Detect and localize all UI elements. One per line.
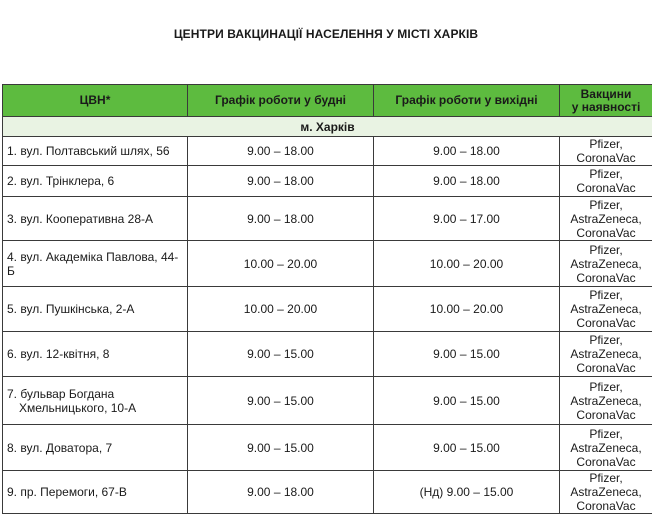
cell-address (3, 287, 188, 332)
vaccine-name: AstraZeneca, (570, 256, 642, 271)
cell-weekday-hours: 9.00 – 15.00 (188, 425, 374, 471)
cell-address (3, 166, 188, 197)
cell-weekday-hours: 10.00 – 20.00 (188, 287, 374, 332)
cell-vaccines (560, 332, 652, 377)
vaccine-name: Pfizer, (589, 242, 623, 257)
vaccine-name: Pfizer, (589, 167, 623, 181)
vaccine-name: CoronaVac (576, 316, 636, 330)
table-row (3, 332, 652, 377)
address-line: 2. вул. Трінклера, 6 (7, 174, 115, 188)
cell-weekday-hours: 9.00 – 15.00 (188, 332, 374, 377)
header-vaccines-line2: у наявності (571, 99, 641, 114)
cell-address (3, 425, 188, 471)
cell-vaccines (560, 137, 652, 166)
vaccine-name: Pfizer, (589, 197, 623, 212)
cell-address (3, 137, 188, 166)
vaccination-centers-table (2, 84, 652, 514)
vaccine-name: Pfizer, (589, 426, 623, 441)
vaccine-name: AstraZeneca, (570, 440, 642, 455)
cell-weekend-hours: 10.00 – 20.00 (374, 287, 560, 332)
table-row (3, 166, 652, 197)
address-line: 9. пр. Перемоги, 67-В (7, 485, 127, 499)
address-line: 5. вул. Пушкінська, 2-А (7, 302, 135, 316)
vaccine-name: Pfizer, (589, 288, 623, 302)
header-vaccines-line1: Вакцини (580, 86, 632, 101)
cell-vaccines (560, 471, 652, 514)
vaccine-name: CoronaVac (576, 151, 636, 165)
cell-weekend-hours: 9.00 – 15.00 (374, 377, 560, 425)
cell-address (3, 332, 188, 377)
vaccine-name: CoronaVac (576, 499, 636, 513)
city-label: м. Харків (3, 117, 652, 137)
cell-address (3, 471, 188, 514)
vaccine-name: CoronaVac (576, 407, 636, 422)
cell-weekday-hours: 9.00 – 18.00 (188, 197, 374, 241)
vaccine-name: CoronaVac (576, 454, 636, 469)
vaccine-name: Pfizer, (589, 137, 623, 151)
table-header-row (3, 85, 652, 117)
address-line: 1. вул. Полтавський шлях, 56 (7, 144, 170, 158)
cell-vaccines (560, 241, 652, 287)
cell-weekday-hours: 9.00 – 18.00 (188, 166, 374, 197)
cell-weekend-hours: (Нд) 9.00 – 15.00 (374, 471, 560, 514)
cell-address (3, 377, 188, 425)
table-row (3, 197, 652, 241)
cell-weekday-hours: 9.00 – 18.00 (188, 471, 374, 514)
table-row (3, 471, 652, 514)
cell-vaccines (560, 425, 652, 471)
header-vaccines (560, 85, 652, 117)
header-weekday: Графік роботи у будні (188, 85, 374, 117)
cell-weekend-hours: 9.00 – 18.00 (374, 137, 560, 166)
cell-weekend-hours: 9.00 – 18.00 (374, 166, 560, 197)
table-row (3, 425, 652, 471)
vaccine-name: Pfizer, (589, 379, 623, 394)
address-line: 6. вул. 12-квітня, 8 (7, 347, 110, 361)
table-row (3, 377, 652, 425)
page-title: ЦЕНТРИ ВАКЦИНАЦІЇ НАСЕЛЕННЯ У МІСТІ ХАРКІВ (173, 27, 479, 41)
cell-vaccines (560, 287, 652, 332)
vaccine-name: Pfizer, (589, 333, 623, 347)
cell-weekend-hours: 9.00 – 17.00 (374, 197, 560, 241)
vaccine-name: CoronaVac (576, 270, 636, 285)
header-center: ЦВН* (3, 85, 188, 117)
city-row (3, 117, 652, 137)
address-line: Хмельницького, 10-А (19, 400, 137, 415)
cell-weekday-hours: 9.00 – 18.00 (188, 137, 374, 166)
cell-vaccines (560, 166, 652, 197)
vaccine-name: AstraZeneca, (570, 393, 642, 408)
table-row (3, 137, 652, 166)
vaccine-name: Pfizer, (589, 471, 623, 485)
cell-weekend-hours: 10.00 – 20.00 (374, 241, 560, 287)
table-row (3, 241, 652, 287)
cell-weekend-hours: 9.00 – 15.00 (374, 425, 560, 471)
cell-weekday-hours: 10.00 – 20.00 (188, 241, 374, 287)
vaccine-name: AstraZeneca, (570, 485, 642, 499)
table-row (3, 287, 652, 332)
cell-address (3, 197, 188, 241)
vaccine-name: CoronaVac (576, 361, 636, 375)
vaccine-name: CoronaVac (576, 181, 636, 195)
cell-weekday-hours: 9.00 – 15.00 (188, 377, 374, 425)
address-line: 8. вул. Доватора, 7 (7, 440, 113, 455)
header-weekend: Графік роботи у вихідні (374, 85, 560, 117)
vaccine-name: AstraZeneca, (570, 347, 642, 361)
cell-weekend-hours: 9.00 – 15.00 (374, 332, 560, 377)
vaccine-name: AstraZeneca, (570, 302, 642, 316)
cell-vaccines (560, 197, 652, 241)
address-line: 7. бульвар Богдана (7, 386, 115, 401)
cell-vaccines (560, 377, 652, 425)
vaccine-name: AstraZeneca, (570, 211, 642, 226)
address-line: 3. вул. Кооперативна 28-А (7, 211, 154, 226)
vaccine-name: CoronaVac (576, 225, 636, 240)
address-line: 4. вул. Академіка Павлова, 44-Б (7, 249, 179, 278)
cell-address (3, 241, 188, 287)
